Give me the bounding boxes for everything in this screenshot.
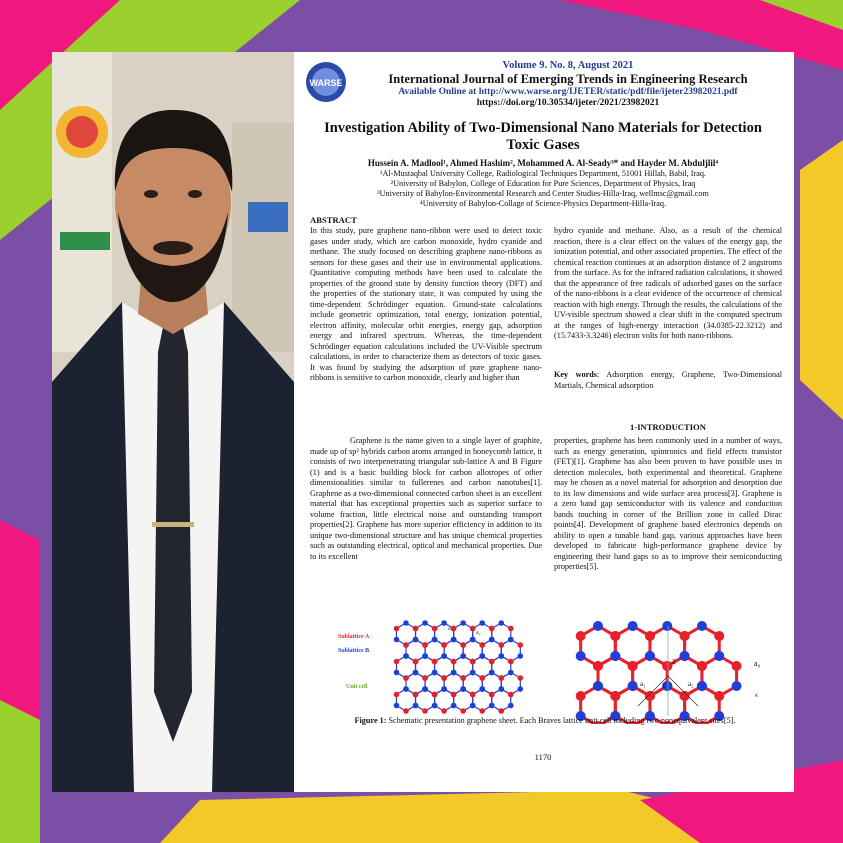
right-lattice-atom <box>610 691 620 701</box>
site-2-label: 2 <box>672 658 676 666</box>
affiliation-4: ⁴University of Babylon-Collage of Science-Physics Department-Hilla-Iraq. <box>419 199 667 208</box>
left-lattice-atom <box>508 692 514 698</box>
left-lattice-atom <box>470 692 476 698</box>
left-lattice-atom <box>432 692 438 698</box>
left-lattice-atom <box>432 703 438 709</box>
left-lattice-atom <box>422 642 428 648</box>
affiliations <box>306 169 780 209</box>
left-lattice-atom <box>518 653 524 659</box>
abstract-col2: hydro cyanide and methane. Also, as a result of the chemical reaction, there is a clear effect on the values of the energy gap, the ionization potential, and other associated properties. The effect of the chemical reaction continues at an adsorption distance of 2 angstroms from the surface. As for the infrared radiation calculations, it showed that the appearance of free radicals of adsorbed gases on the surface of the nano-ribbons is a clear evidence of the occurrence of chemical reaction with high energy. Through the results, the calculations of the UV-visible spectrum showed a clear shift in the computed spectrum at the ranges of high-energy interaction (34.0385-22.3212) and (15.7433-3.3246) electron volts for both nano-ribbons. <box>554 226 782 340</box>
left-lattice-hexagon <box>454 689 473 711</box>
right-lattice-atom <box>610 651 620 661</box>
abstract-heading: ABSTRACT <box>310 215 357 225</box>
affiliation-2: ²University of Babylon, College of Education for Pure Sciences, Department of Physics, Iraq <box>390 179 696 188</box>
left-lattice-atom <box>470 659 476 665</box>
left-lattice-atom <box>451 670 457 676</box>
left-lattice-atom <box>394 626 400 632</box>
left-lattice-atom <box>489 659 495 665</box>
left-lattice-atom <box>479 653 485 659</box>
left-lattice-atom <box>498 653 504 659</box>
left-lattice-atom <box>403 653 409 659</box>
affiliation-3: ³University of Babylon-Environmental Research and Center Studies-Hilla-Iraq, wellmsc@gmail.com <box>377 189 709 198</box>
left-lattice-atom <box>432 637 438 643</box>
right-lattice-atom <box>732 661 742 671</box>
left-lattice-atom <box>470 703 476 709</box>
left-lattice-atom <box>394 692 400 698</box>
left-lattice-atom <box>508 703 514 709</box>
left-lattice-atom <box>498 686 504 692</box>
left-lattice-atom <box>403 686 409 692</box>
left-lattice-atom <box>394 659 400 665</box>
left-lattice-atom <box>460 686 466 692</box>
right-lattice-atom <box>680 651 690 661</box>
right-lattice-atom <box>680 631 690 641</box>
left-lattice-atom <box>451 692 457 698</box>
right-lattice-atom <box>593 681 603 691</box>
left-lattice-atom <box>394 670 400 676</box>
right-lattice-atom <box>593 621 603 631</box>
author-list: Hussein A. Madlool¹, Ahmed Hashim², Mohammed A. Al-Seady³* and Hayder M. Abduljlil⁴ <box>367 158 719 168</box>
left-lattice-atom <box>403 620 409 626</box>
left-lattice-atom <box>422 708 428 714</box>
keywords-text: : Adsorption energy, Graphene, Two-Dimensional Martials, Chemical adsorption <box>554 370 782 390</box>
left-lattice-atom <box>508 637 514 643</box>
left-lattice-atom <box>518 675 524 681</box>
left-lattice-atom <box>451 659 457 665</box>
left-lattice-atom <box>479 642 485 648</box>
left-lattice-atom <box>460 708 466 714</box>
left-lattice-atom <box>518 642 524 648</box>
left-lattice-atom <box>489 703 495 709</box>
left-lattice-atom <box>508 670 514 676</box>
left-lattice-atom <box>422 620 428 626</box>
keywords <box>554 370 782 391</box>
abstract-col1: In this study, pure graphene nano-ribbon were used to detect toxic gases under study, which are carbon monoxide, hydro cyanide and methane. The study focused on describing graphene nano-ribbons as sensors for these gases and their use in environmental applications. Quantitative computing methods have been used to calculate the properties of the ground state by density function theory (DFT) and the properties of the stationary state, it was computed by using the time-dependent Schrödinger equation. Ground-state calculations include geometric optimization, total energy, ionization potential, electron affinity, molecular orbit energies, energy gap, adsorption energy and infrared spectrum. Whereas, the time-dependent Schrödinger equation calculations included the UV-Visible spectrum calculations, in order to characterize them as detectors of toxic gases. It was found by studying the adsorption of pure graphene nano-ribbons is sensitive to carbon monoxide, clearly and higher than <box>310 226 542 382</box>
left-lattice-atom <box>422 686 428 692</box>
left-lattice-hexagon <box>492 689 511 711</box>
logo-text: WARSE <box>309 78 343 88</box>
left-lattice-atom <box>479 708 485 714</box>
intro-col1: Graphene is the name given to a single layer of graphite, made up of sp² hybrids carbon atoms arranged in honeycomb lattice, it consists of two interpenetrating triangular sub-lattice A and B Figure (1) and is a basic building block for carbon allotropes of other dimensionalities similar to fullerenes and carbon nanotubes[1]. Graphene as a two-dimensional connected carbon sheet is an excellent material that has exceptional properties such as superior surface to volume fraction, little electrical noise and outstanding transport properties[2]. Graphene has more superior efficiency in addition to its unique two-dimensional structure and has unique chemical properties such as outstanding electrical, optical and mechanical properties. Due to its excellent <box>310 436 542 561</box>
right-lattice-atom <box>714 631 724 641</box>
left-lattice-hexagon <box>435 689 454 711</box>
sublattice-a-label: Sublattice A <box>338 634 370 640</box>
caption-label: Figure 1: <box>354 716 387 725</box>
left-lattice-atom <box>413 692 419 698</box>
left-lattice-atom <box>441 708 447 714</box>
a0-label: a₀ <box>754 659 761 668</box>
left-lattice-atom <box>460 653 466 659</box>
left-lattice-atom <box>460 620 466 626</box>
graphene-lattice-vector-figure <box>558 616 778 724</box>
left-lattice-atom <box>394 637 400 643</box>
left-lattice-atom <box>451 637 457 643</box>
x-axis-label: × <box>754 691 759 700</box>
graphene-sublattice-figure <box>336 616 536 724</box>
left-lattice-atom <box>422 675 428 681</box>
right-lattice-atom <box>697 681 707 691</box>
left-lattice-atom <box>441 675 447 681</box>
unit-cell-label: Unit cell <box>346 684 368 690</box>
left-lattice-atom <box>470 637 476 643</box>
right-lattice-atom <box>662 661 672 671</box>
left-lattice-atom <box>432 659 438 665</box>
left-lattice-atom <box>460 642 466 648</box>
right-lattice-atom <box>697 661 707 671</box>
right-lattice-atom <box>576 631 586 641</box>
right-lattice-atom <box>628 661 638 671</box>
left-lattice-atom <box>470 626 476 632</box>
left-lattice-atom <box>413 637 419 643</box>
left-lattice-atom <box>413 659 419 665</box>
intro-heading: 1-INTRODUCTION <box>630 422 706 432</box>
right-lattice-atom <box>628 621 638 631</box>
left-lattice-atom <box>432 626 438 632</box>
left-lattice-atom <box>460 675 466 681</box>
right-lattice-atom <box>576 651 586 661</box>
right-lattice-atom <box>697 621 707 631</box>
left-lattice-hexagon <box>473 689 492 711</box>
right-lattice-atom <box>576 691 586 701</box>
left-lattice-atom <box>441 653 447 659</box>
a2-label-left: a₂ <box>476 630 481 636</box>
right-lattice-atom <box>645 651 655 661</box>
intro-col2: properties, graphene has been commonly used in a number of ways, such as energy generation, spintronics and field effects transistor (FET)[1]. Graphene has also been proven to have possible uses in detection molecules, both experimental and theoretical. Graphene may be chosen as a novel material for adsorption and desorption due to its low dimensions and wide surface area process[3]. Graphene is a zero band gap semiconductor with its valence and conduction bands touching in corner of the Brillion zone in called Dirac points[4]. Development of graphene based electronics depends on ability to open a tunable band gap, various approaches have been developed to fabricate high-performance graphene device by engineering their band gaps so as to improve their semiconducting properties[5]. <box>554 436 782 571</box>
sublattice-b-label: Sublattice B <box>338 648 370 654</box>
paper-page <box>296 56 790 788</box>
right-lattice-atom <box>732 681 742 691</box>
left-lattice-atom <box>479 686 485 692</box>
site-1-label: 1 <box>662 682 666 690</box>
left-lattice-atom <box>422 653 428 659</box>
left-lattice-atom <box>403 675 409 681</box>
left-lattice-atom <box>394 703 400 709</box>
left-lattice-atom <box>403 642 409 648</box>
left-lattice-atom <box>413 670 419 676</box>
left-lattice-hexagon <box>416 689 435 711</box>
available-online-link[interactable]: Available Online at http://www.warse.org/IJETER/static/pdf/file/ijeter23982021.pdf <box>398 87 738 97</box>
left-lattice-atom <box>432 670 438 676</box>
left-lattice-atom <box>489 637 495 643</box>
right-lattice-atom <box>628 681 638 691</box>
left-lattice-atom <box>479 620 485 626</box>
author-photo <box>52 52 294 792</box>
right-lattice-atom <box>645 691 655 701</box>
left-lattice-atom <box>479 675 485 681</box>
paper-title: Investigation Ability of Two-Dimensional Nano Materials for Detection Toxic Gases <box>324 120 762 154</box>
caption-text: Schematic presentation graphene sheet. Each Braves lattice unit cell including two nonequivalent sites[5]. <box>386 716 736 725</box>
left-lattice-atom <box>498 620 504 626</box>
left-lattice-atom <box>489 692 495 698</box>
left-lattice-atom <box>508 626 514 632</box>
right-lattice-atom <box>714 691 724 701</box>
figure-caption <box>310 716 780 725</box>
left-lattice-atom <box>470 670 476 676</box>
left-lattice-atom <box>413 703 419 709</box>
right-lattice-atom <box>662 621 672 631</box>
left-lattice-atom <box>441 642 447 648</box>
left-lattice-atom <box>489 626 495 632</box>
a2-label-right: a₂ <box>688 680 694 688</box>
a1-label-left: a₁ <box>448 626 453 632</box>
left-lattice-atom <box>498 708 504 714</box>
right-lattice-atom <box>714 651 724 661</box>
left-lattice-atom <box>518 686 524 692</box>
left-lattice-atom <box>403 708 409 714</box>
a1-label-right: a₁ <box>640 680 646 688</box>
page-number: 1170 <box>534 752 552 762</box>
left-lattice-atom <box>508 659 514 665</box>
keywords-label: Key words <box>554 370 597 379</box>
volume-line: Volume 9. No. 8, August 2021 <box>502 60 634 71</box>
left-lattice-atom <box>451 703 457 709</box>
right-lattice-atom <box>593 661 603 671</box>
warse-logo-icon <box>302 60 350 104</box>
left-lattice-hexagon <box>396 689 415 711</box>
right-lattice-atom <box>610 631 620 641</box>
left-lattice-atom <box>441 620 447 626</box>
doi-link[interactable]: https://doi.org/10.30534/ijeter/2021/23982021 <box>476 98 660 108</box>
affiliation-1: ¹Al-Mustaqbal University College, Radiological Techniques Department, 51001 Hillah, Babil, Iraq. <box>380 169 706 178</box>
left-lattice-atom <box>441 686 447 692</box>
left-lattice-atom <box>498 675 504 681</box>
right-lattice-atom <box>645 631 655 641</box>
left-lattice-atom <box>489 670 495 676</box>
journal-name: International Journal of Emerging Trends in Engineering Research <box>388 72 748 86</box>
left-lattice-atom <box>498 642 504 648</box>
left-lattice-atom <box>413 626 419 632</box>
